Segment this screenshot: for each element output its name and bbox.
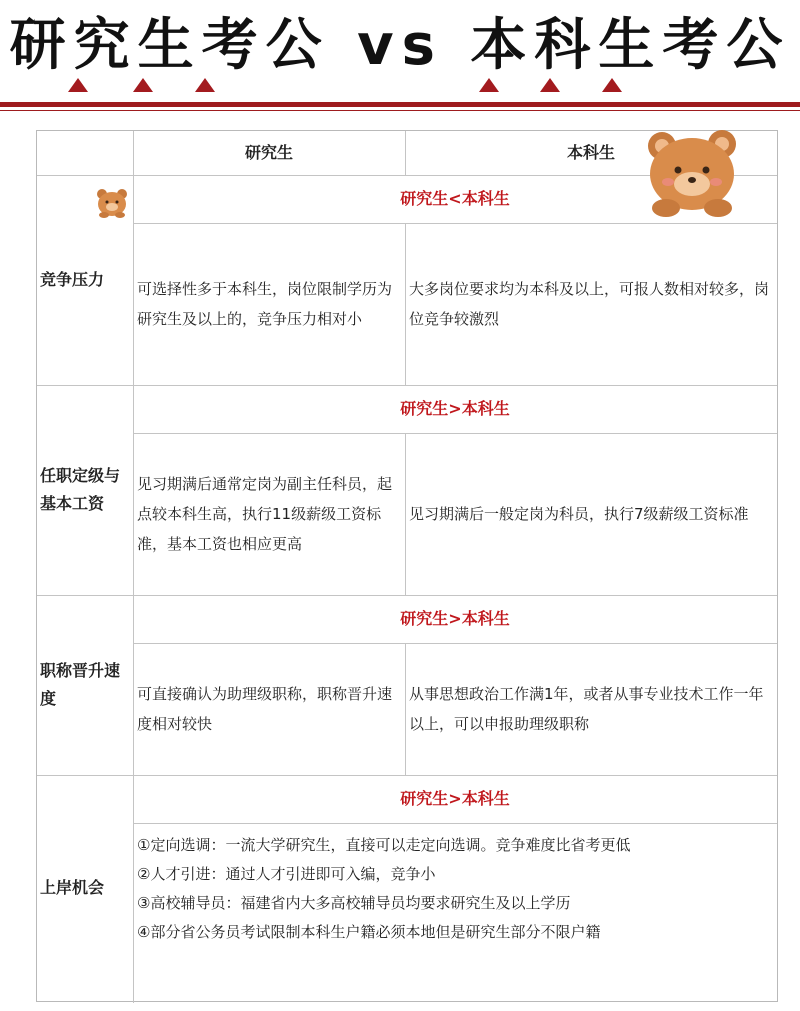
comparison-verdict: 研究生<本科生 (400, 189, 510, 208)
triangle-marker-icon (133, 78, 153, 92)
comparison-table (36, 130, 778, 1002)
list-item: ③高校辅导员：福建省内大多高校辅导员均要求研究生及以上学历 (137, 894, 571, 912)
triangle-marker-icon (195, 78, 215, 92)
title-rule-thin (0, 110, 800, 111)
list-item: ①定向选调：一流大学研究生，直接可以走定向选调。竞争难度比省考更低 (137, 836, 631, 854)
row-label: 竞争压力 (40, 270, 105, 289)
graduate-text: 可选择性多于本科生，岗位限制学历为研究生及以上的，竞争压力相对小 (137, 280, 393, 328)
header-graduate: 研究生 (244, 143, 293, 162)
triangle-marker-icon (68, 78, 88, 92)
opportunity-list (133, 823, 777, 1001)
triangle-marker-icon (479, 78, 499, 92)
graduate-text: 见习期满后通常定岗为副主任科员，起点较本科生高，执行11级薪级工资标准，基本工资也相应更高 (137, 475, 393, 553)
page-title: 研究生考公 vs 本科生考公 (9, 13, 791, 78)
list-item: ④部分省公务员考试限制本科生户籍必须本地但是研究生部分不限户籍 (137, 923, 601, 941)
bear-sticker-icon (94, 186, 130, 220)
comparison-verdict: 研究生>本科生 (400, 789, 510, 808)
undergraduate-text: 大多岗位要求均为本科及以上，可报人数相对较多，岗位竞争较激烈 (409, 280, 770, 328)
title-rule (0, 102, 800, 107)
triangle-marker-icon (602, 78, 622, 92)
undergraduate-text: 见习期满后一般定岗为科员，执行7级薪级工资标准 (409, 505, 749, 523)
header-undergraduate: 本科生 (566, 143, 615, 162)
comparison-verdict: 研究生>本科生 (400, 399, 510, 418)
comparison-verdict: 研究生>本科生 (400, 609, 510, 628)
row-label: 任职定级与基本工资 (40, 466, 121, 513)
undergraduate-text: 从事思想政治工作满1年，或者从事专业技术工作一年以上，可以申报助理级职称 (409, 685, 764, 733)
row-label: 职称晋升速度 (40, 661, 121, 708)
list-item: ②人才引进：通过人才引进即可入编，竞争小 (137, 865, 436, 883)
graduate-text: 可直接确认为助理级职称，职称晋升速度相对较快 (137, 685, 393, 733)
triangle-marker-icon (540, 78, 560, 92)
row-label: 上岸机会 (40, 878, 105, 897)
bear-sticker-icon (640, 124, 744, 220)
